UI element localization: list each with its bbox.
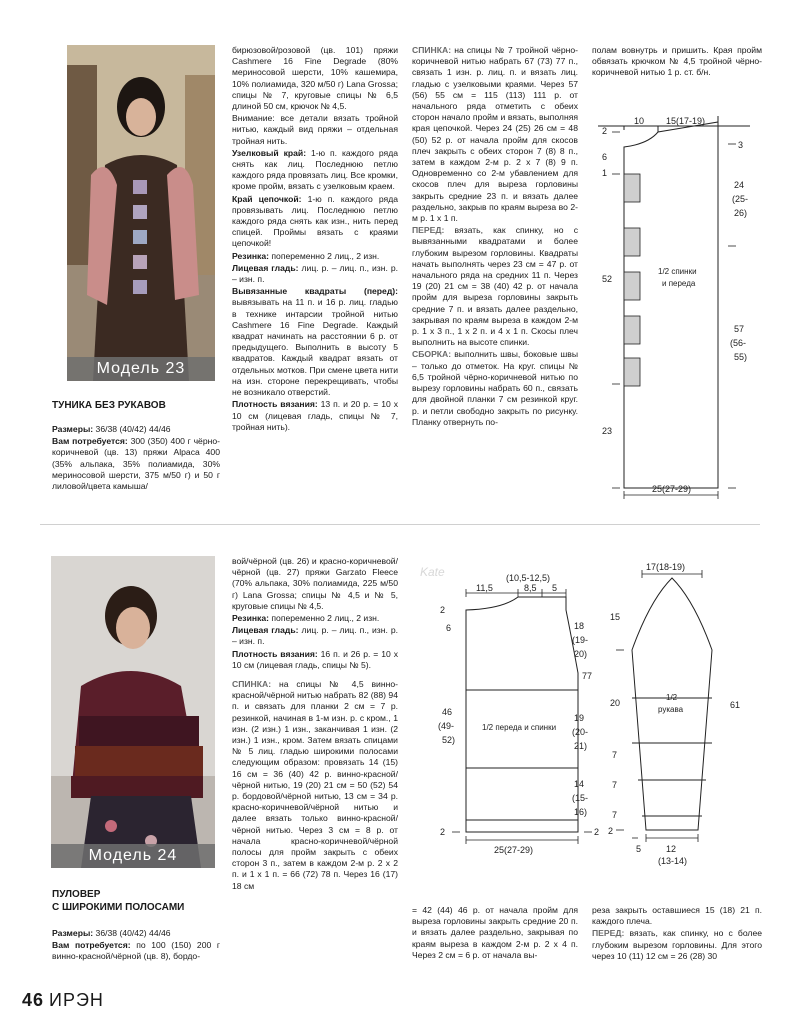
m24-dim-bottom: 25(27-29) xyxy=(494,845,534,855)
m24-sleeve-b1314: (13-14) xyxy=(658,856,688,866)
m24-sleeve-7c: 7 xyxy=(612,810,618,820)
model-23-title: ТУНИКА БЕЗ РУКАВОВ xyxy=(52,400,166,411)
m23-note: Внимание: все детали вязать тройной нитью, каждый вид пряжи – отдельная тройная нить. xyxy=(232,113,398,146)
m24-dim-top: (10,5-12,5) xyxy=(506,573,551,583)
m23-dim-top-right: 15(17-19) xyxy=(666,116,706,126)
m23-density-label: Плотность вязания: xyxy=(232,399,318,410)
m24-sleeve-2: 2 xyxy=(608,826,614,836)
m23-assembly-label: СБОРКА: xyxy=(412,349,452,360)
m24-col4-text: реза закрыть оставшиеся 15 (18) 21 п. каждого плеча. xyxy=(592,905,762,927)
model-24-col3 xyxy=(412,905,578,962)
m24-sizes: 36/38 (40/42) 44/46 xyxy=(95,928,171,938)
m24-sleeve-7a: 7 xyxy=(612,750,618,760)
model-23-caption: Модель 23 xyxy=(67,357,215,381)
m24-dim-2c: 2 xyxy=(594,827,600,837)
m24-needed-label: Вам потребуется: xyxy=(52,940,131,951)
page-footer xyxy=(22,990,104,1011)
m24-sleeve-label2: рукава xyxy=(658,705,684,714)
m24-dim-14c: 16) xyxy=(574,807,588,817)
m24-dim-14: 14 xyxy=(574,779,585,789)
model-23-illustration xyxy=(67,45,215,381)
m23-density: 13 п. и 20 р. = 10 x 10 см (лицевая гладь, спицы № 7, тройная нить). xyxy=(232,399,398,432)
m23-diagram-label1: 1/2 спинки xyxy=(658,267,697,276)
page-number: 46 xyxy=(22,990,45,1010)
m24-dim-77: 77 xyxy=(582,671,593,681)
model-24-col1 xyxy=(52,928,220,964)
m24-dim-19c: 21) xyxy=(574,741,588,751)
m24-sleeve-b5: 5 xyxy=(636,844,642,854)
m23-dim-52: 52 xyxy=(602,274,613,284)
m23-squares: вывязывать на 11 п. и 16 р. лиц. гладью в технике интарсии тройной нитью Cashmere 16 Fine Degrade. Каждый квадрат начинать на расстоянии 6 р. от предыдущего. Выполнить в высоту 5 квадратов. Каждый квадрат вязать от отдельных мотков. При смене цвета нити на изн. стороне перекрещивать, чтобы не возникало отверстий. xyxy=(232,297,398,398)
model-23-col3 xyxy=(412,45,578,429)
model-23-photo xyxy=(67,45,215,381)
m23-front-label: ПЕРЕД: xyxy=(412,225,445,236)
m24-yarn-text: вой/чёрной (цв. 26) и красно-коричневой/чёрной (цв. 27) пряжи Garzato Fleece (70% альпака, 30% полиамида, 225 м/50 г) Lana Grossa; спицы № 4,5 и № 5, круговые спицы № 4,5. xyxy=(232,556,398,611)
m23-edge: 1-ю п. каждого ряда снять как лиц. Последнюю петлю каждого ряда провязать лиц. Все кромки, кроме пройм, вязать с узелковым краем. xyxy=(232,147,398,192)
m23-sizes: 36/38 (40/42) 44/46 xyxy=(95,424,171,434)
m23-dim-24b: (25- xyxy=(732,194,749,204)
m23-needed-label: Вам потребуется: xyxy=(52,436,128,447)
m24-dim-46: 46 xyxy=(442,707,453,717)
m24-needed: по 100 (150) 200 г винно-красной/чёрной (цв. 8), бордо- xyxy=(52,940,221,962)
m23-dim-24: 24 xyxy=(734,180,745,190)
m23-dim-bottom: 25(27-29) xyxy=(652,484,692,494)
m23-sizes-label: Размеры: xyxy=(52,424,94,434)
m24-dim-t3: 5 xyxy=(552,583,558,593)
m24-rib-label: Резинка: xyxy=(232,613,269,624)
m23-dim-57: 57 xyxy=(734,324,745,334)
m24-back: на спицы № 4,5 винно-красной/чёрной нитью набрать 82 (88) 94 п. и связать для планки 2 см = 7 р. резинкой, начиная в 1-м изн. р. с кром., 1 изн. (2 изн.) 1 изн., заканчивая 1 изн. (2 изн.) 1 изн., кром. Затем вязать спицами № 5 лиц. гладью широкими полосами следующим образом: провязать 14 (15) 16 см = 36 (40) 42 р. винно-красной/чёрной нитью, 19 (20) 21 см = 50 (52) 54 р. бордовой/чёрной нитью, 13 см = 34 р. красно-коричневой/чёрной нитью и далее вязать только винно-красной/чёрной нитью. Через 3 см = 8 р. от начала красно-коричневой/чёрной полосы для пройм закрыть с обеих сторон 3 п., затем в каждом 2-м р. 2 x 2 п. и 1 x 1 п. = 66 (72) 78 п. Через 16 (17) 18 см xyxy=(232,679,398,891)
m24-dim-2b: 2 xyxy=(440,827,446,837)
model-24-title xyxy=(52,888,222,914)
watermark: Kate xyxy=(420,565,445,579)
m24-dim-19: 19 xyxy=(574,713,585,723)
m24-sleeve-61: 61 xyxy=(730,700,741,710)
m24-back-label: СПИНКА: xyxy=(232,679,272,690)
m24-density: 16 п. и 26 р. = 10 x 10 см (лицевая гладь, спицы № 5). xyxy=(232,648,398,670)
m23-dim-3: 3 xyxy=(738,140,744,150)
model-23-schematic xyxy=(588,110,768,500)
model-24-sleeve-schematic xyxy=(602,560,762,870)
m23-chain: 1-ю п. каждого ряда провязывать лиц. Последнюю петлю каждого ряда снять как изн., нить перед спицей. Проймы вязать с краями цепочкой! xyxy=(232,193,399,249)
m23-rib-label: Резинка: xyxy=(232,250,269,261)
m24-rib: попеременно 2 лиц., 2 изн. xyxy=(271,613,380,624)
m23-stock: лиц. р. – лиц. п., изн. р. – изн. п. xyxy=(232,262,398,285)
m23-dim-1: 1 xyxy=(602,168,608,178)
model-24-col2 xyxy=(232,556,398,893)
m24-sleeve-b12: 12 xyxy=(666,844,677,854)
m24-dim-19b: (20- xyxy=(572,727,589,737)
m24-body-label: 1/2 переда и спинки xyxy=(482,723,557,732)
m24-sleeve-15: 15 xyxy=(610,612,621,622)
m24-sleeve-top: 17(18-19) xyxy=(646,562,686,572)
m23-needed: 300 (350) 400 г чёрно-коричневой (цв. 13) пряжи Alpaca 400 (35% альпака, 35% полиамида, 30% мериносовой шерсти, 375 м/50 г) и 50 г лиловой/цвета камыша/ xyxy=(52,436,221,492)
m23-dim-2: 2 xyxy=(602,126,608,136)
m24-dim-2: 2 xyxy=(440,605,446,615)
magazine-name: ИРЭН xyxy=(49,990,104,1010)
m24-sleeve-7b: 7 xyxy=(612,780,618,790)
m24-dim-t2: 8,5 xyxy=(524,583,537,593)
m24-stock: лиц. р. – лиц. п., изн. р. – изн. п. xyxy=(232,625,398,647)
m24-dim-18b: (19- xyxy=(572,635,589,645)
m24-stock-label: Лицевая гладь: xyxy=(232,625,299,636)
m23-col4-text: полам вовнутрь и пришить. Края пройм обвязать крючком № 4,5 тройной чёрно-коричневой нитью 1 р. ст. б/н. xyxy=(592,45,762,78)
m23-back-label: СПИНКА: xyxy=(412,45,452,55)
m23-front: вязать, как спинку, но с вывязанными квадратами и более глубоким вырезом горловины. Квадраты начать выполнять через 23 см = 47 р. от начального ряда на средних 11 п. Через 19 (20) 21 см = 38 (40) 42 р. от начала пройм для выреза горловины закрыть средние 7 п. и вязать далее раздельно, закрывая по краям выреза в каждом 2-м р. 1 x 3 п., 1 x 2 п. и 4 x 1 п. Скосы плеч выполнить на высоте спинки. xyxy=(412,225,578,348)
model-24-illustration xyxy=(51,556,215,868)
model-23-col2 xyxy=(232,45,398,434)
m24-dim-18: 18 xyxy=(574,621,585,631)
m24-dim-6: 6 xyxy=(446,623,452,633)
model-24-photo xyxy=(51,556,215,868)
model-23-col1 xyxy=(52,424,220,493)
m23-dim-57c: 55) xyxy=(734,352,748,362)
m23-edge-label: Узелковый край: xyxy=(232,147,307,158)
m23-dim-57b: (56- xyxy=(730,338,747,348)
m24-dim-14b: (15- xyxy=(572,793,589,803)
m23-dim-top-left: 10 xyxy=(634,116,645,126)
m24-col3-text: = 42 (44) 46 р. от начала пройм для выреза горловины закрыть средние 20 п. и вязать далее раздельно, закрывая по краям выреза в каждом 2-м р. 2 x 4 п. Через 2 см = 6 р. от начала вы- xyxy=(412,905,578,960)
m24-sleeve-label1: 1/2 xyxy=(666,693,678,702)
m24-front: вязать, как спинку, но с более глубоким вырезом горловины. Для этого через 10 (11) 12 см = 26 (28) 30 xyxy=(592,928,763,961)
m23-back: на спицы № 7 тройной чёрно-коричневой нитью набрать 67 (73) 77 п., связать 1 изн. р. лиц. п. и вязать лиц. гладью с узелковыми краями. Через 57 (56) 55 см = 115 (113) 111 р. от начального ряда отметить с обеих сторон начало пройм и вязать, выполняя края цепочкой. Через 24 (25) 26 см = 48 (50) 52 р. от начала пройм для скосов плеч закрыть с обеих сторон 7 (8) 8 п., затем в каждом 2-м р. 2 x 7 (8) 9 п. Одновременно со 2-м убавлением для скосов плеч для выреза горловины закрыть средние 23 п. и вязать далее раздельно, закрыв по краям выреза во 2-м р. 1 x 1 п. xyxy=(412,45,578,224)
m24-density-label: Плотность вязания: xyxy=(232,648,318,659)
m23-dim-24c: 26) xyxy=(734,208,748,218)
model-24-body-schematic xyxy=(432,565,607,855)
m24-title-line1: ПУЛОВЕР xyxy=(52,889,101,900)
m24-sleeve-20: 20 xyxy=(610,698,621,708)
m23-assembly: выполнить швы, боковые швы – только до отметок. На круг. спицы № 6,5 тройной чёрно-коричневой нитью по вырезу горловины набрать 60 п., связать для двойной планки 7 см резинкой круг. р. и петли свободно закрыть по рисунку. Планку отвернуть по- xyxy=(412,349,578,427)
m24-dim-18c: 20) xyxy=(574,649,588,659)
model-24-col4 xyxy=(592,905,762,963)
m23-yarn-text: бирюзовой/розовой (цв. 101) пряжи Cashmere 16 Fine Degrade (80% мериносовой шерсти, 10% кашемира, 10% полиамида, 320 м/50 г) Lana Grossa; спицы № 7, круговые спицы № 6,5 длиной 50 см, крючок № 4,5. xyxy=(232,45,398,112)
m24-dim-t1: 11,5 xyxy=(476,583,493,593)
m24-dim-46b: (49- xyxy=(438,721,455,731)
m24-front-label: ПЕРЕД: xyxy=(592,928,625,939)
m23-dim-23: 23 xyxy=(602,426,613,436)
m24-title-line2: С ШИРОКИМИ ПОЛОСАМИ xyxy=(52,902,185,913)
m23-stock-label: Лицевая гладь: xyxy=(232,262,299,273)
m23-dim-6: 6 xyxy=(602,152,608,162)
m23-rib: попеременно 2 лиц., 2 изн. xyxy=(271,250,380,261)
model-24-caption: Модель 24 xyxy=(51,844,215,868)
m24-dim-46c: 52) xyxy=(442,735,456,745)
m24-sizes-label: Размеры: xyxy=(52,928,94,938)
m23-diagram-label2: и переда xyxy=(662,279,696,288)
model-23-col4 xyxy=(592,45,762,80)
m23-chain-label: Край цепочкой: xyxy=(232,193,302,204)
section-divider xyxy=(40,524,760,525)
m23-squares-label: Вывязанные квадраты (перед): xyxy=(232,286,398,297)
